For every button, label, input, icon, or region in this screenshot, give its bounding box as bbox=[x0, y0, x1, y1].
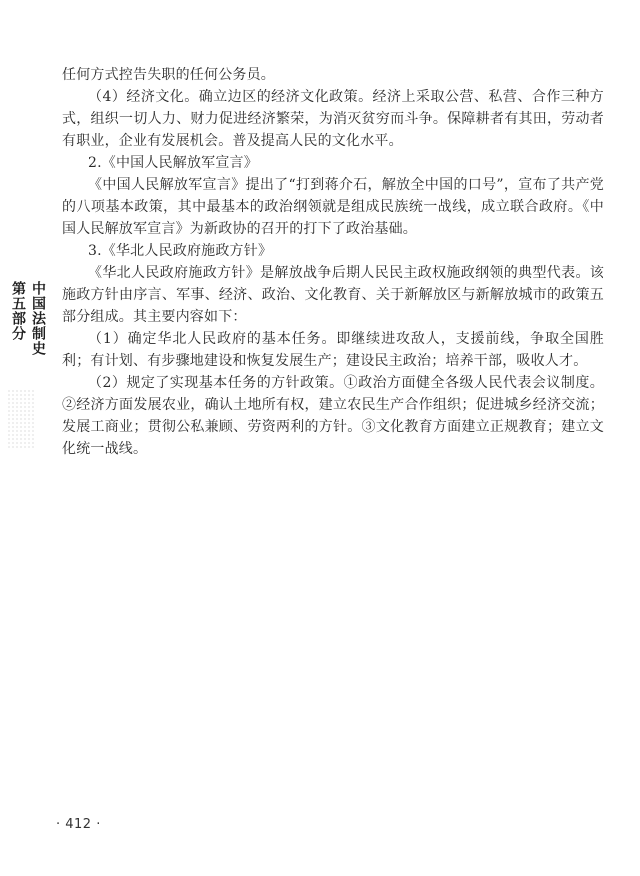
heading-pla-declaration: 2.《中国人民解放军宣言》 bbox=[88, 155, 258, 171]
section-side-label bbox=[5, 281, 49, 451]
side-label-dot-pattern bbox=[7, 389, 35, 449]
body-text bbox=[62, 64, 604, 460]
heading-north-china-policy: 3.《华北人民政府施政方针》 bbox=[88, 243, 273, 259]
paragraph-basic-tasks: （1）确定华北人民政府的基本任务。即继续进攻敌人，支援前线，争取全国胜利；有计划、有步骤地建设和恢复发展生产；建设民主政治；培养干部，吸收人才。 bbox=[62, 331, 604, 369]
paragraph-economic-culture: （4）经济文化。确立边区的经济文化政策。经济上采取公营、私营、合作三种方式，组织一切人力、财力促进经济繁荣，为消灭贫穷而斗争。保障耕者有其田，劳动者有职业，企业有发展机会。普及提高人民的文化水平。 bbox=[62, 89, 604, 149]
paragraph-pla-declaration: 《中国人民解放军宣言》提出了“打到蒋介石，解放全中国的口号”，宣布了共产党的八项基本政策，其中最基本的政治纲领就是组成民族统一战线，成立联合政府。《中国人民解放军宣言》为新政协的召开的打下了政治基础。 bbox=[62, 177, 604, 237]
paragraph-north-china-policy: 《华北人民政府施政方针》是解放战争后期人民民主政权施政纲领的典型代表。该施政方针由序言、军事、经济、政治、文化教育、关于新解放区与新解放城市的政策五部分组成。其主要内容如下： bbox=[62, 265, 604, 325]
paragraph-continuation: 任何方式控告失职的任何公务员。 bbox=[62, 67, 275, 83]
page-number: · 412 · bbox=[56, 817, 101, 832]
side-label-part: 第五部分 bbox=[10, 281, 26, 341]
side-label-title: 中国法制史 bbox=[30, 281, 46, 356]
paragraph-policies: （2）规定了实现基本任务的方针政策。①政治方面健全各级人民代表会议制度。②经济方面发展农业，确认土地所有权，建立农民生产合作组织；促进城乡经济交流；发展工商业；贯彻公私兼顾、劳资两利的方针。③文化教育方面建立正规教育；建立文化统一战线。 bbox=[62, 375, 604, 457]
